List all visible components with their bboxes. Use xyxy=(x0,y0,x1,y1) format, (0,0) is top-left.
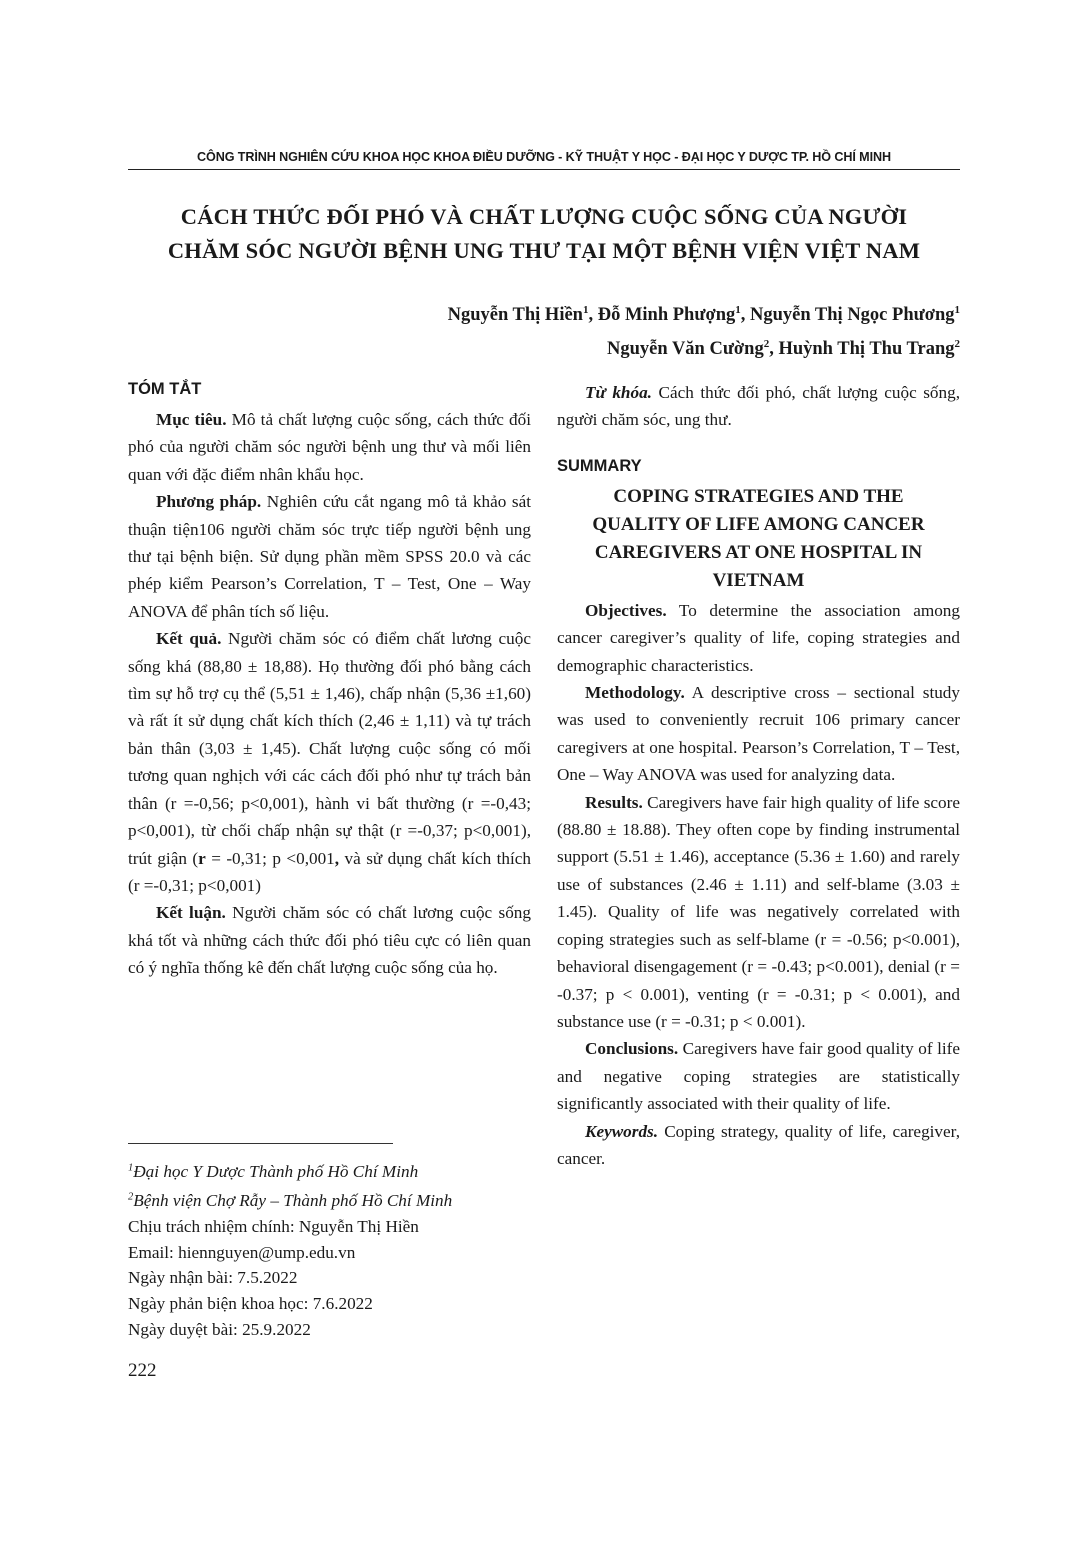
affiliation-mark: 2 xyxy=(763,338,770,351)
abstract-results xyxy=(128,625,531,899)
spacer xyxy=(557,434,960,451)
results-text: Người chăm sóc có điểm chất lương cuộc sống khá (88,80 ± 18,88). Họ thường đối phó bằng cách tìm sự hỗ trợ cụ thể (5,51 ± 1,46), chấp nhận (5,36 ±1,60) và rất ít sử dụng chất kích thích (2,46 ± 1,11) và tự trách bản thân (3,03 ± 1,45). Chất lượng cuộc sống có mối tương quan nghịch với các cách đối phó như tự trách bản thân (r =-0,56; p<0,001), hành vi bất thường (r =-0,43; p<0,001), từ chối chấp nhận sự thật (r =-0,37; p<0,001), trút giận ( xyxy=(128,629,531,868)
summary-objectives xyxy=(557,597,960,679)
conclusion-label: Kết luận. xyxy=(156,903,226,923)
date-accepted: Ngày duyệt bài: 25.9.2022 xyxy=(128,1319,311,1339)
affiliation-mark: 2 xyxy=(954,338,960,351)
results-bold-r: r xyxy=(198,848,206,868)
affiliation-mark: 1 xyxy=(735,304,741,316)
summary-conclusions xyxy=(557,1035,960,1117)
objective-label: Mục tiêu. xyxy=(156,410,227,429)
results-text: = -0,31; p <0,001 xyxy=(205,848,335,868)
affiliation-mark: 2 xyxy=(128,1191,134,1203)
author-line-2 xyxy=(448,330,960,364)
author-line-1 xyxy=(448,296,960,330)
author-name: , Nguyễn Thị Ngọc Phương xyxy=(740,305,955,326)
summary-title-line: VIETNAM xyxy=(712,569,805,591)
results-label: Results. xyxy=(585,792,643,812)
date-reviewed: Ngày phản biện khoa học: 7.6.2022 xyxy=(128,1293,373,1313)
affiliation-text: Đại học Y Dược Thành phố Hồ Chí Minh xyxy=(133,1161,419,1181)
affiliation-text: Bệnh viện Chợ Rẫy – Thành phố Hồ Chí Minh xyxy=(133,1191,453,1211)
results-text: Caregivers have fair high quality of life score (88.80 ± 18.88). They often cope by finding instrumental support (5.51 ± 1.46), acceptance (5.36 ± 1.60) and rarely use of substances (2.46 ± 1.11) and self-blame (3.03 ± 1.45). Quality of life was negatively correlated with coping strategies such as self-blame (r = -0.56; p<0.001), behavioral disengagement (r = -0.43; p<0.001), denial (r = -0.37; p < 0.001), venting (r = -0.31; p < 0.001), and substance use (r = -0.31; p < 0.001). xyxy=(557,792,960,1031)
date-received: Ngày nhận bài: 7.5.2022 xyxy=(128,1268,298,1288)
abstract-english-column xyxy=(557,379,960,1172)
keywords-text: Coping strategy, quality of life, caregiver, cancer. xyxy=(557,1121,960,1168)
summary-results xyxy=(557,789,960,1036)
email: Email: hiennguyen@ump.edu.vn xyxy=(128,1242,356,1262)
conclusion-text: Người chăm sóc có chất lương cuộc sống khá tốt và những cách thức đối phó tiêu cực có liên quan có ý nghĩa thống kê đến chất lượng cuộc sống của họ. xyxy=(128,903,531,978)
affiliation-mark: 1 xyxy=(582,304,589,316)
author-name: , Đỗ Minh Phượng xyxy=(588,305,736,326)
keywords-vi-label: Từ khóa. xyxy=(585,383,652,402)
article-title xyxy=(128,200,960,268)
conclusions-text: Caregivers have fair good quality of life and negative coping strategies are statistically significantly associated with their quality of life. xyxy=(557,1039,960,1114)
author-name: , Huỳnh Thị Thu Trang xyxy=(769,339,955,360)
summary-title xyxy=(557,483,960,595)
summary-keywords xyxy=(557,1118,960,1173)
header-rule xyxy=(128,169,960,170)
summary-heading: SUMMARY xyxy=(557,456,642,475)
abstract-heading: TÓM TẮT xyxy=(128,380,202,398)
summary-title-line: COPING STRATEGIES AND THE xyxy=(613,485,904,507)
footnotes xyxy=(128,1155,548,1342)
summary-methodology xyxy=(557,679,960,789)
abstract-conclusion xyxy=(128,899,531,981)
title-line-1: CÁCH THỨC ĐỐI PHÓ VÀ CHẤT LƯỢNG CUỘC SỐNG CỦA NGƯỜI xyxy=(180,204,908,229)
keywords-label: Keywords. xyxy=(585,1121,659,1141)
results-label: Kết quả. xyxy=(156,629,222,649)
author-name: Nguyễn Văn Cường xyxy=(607,339,764,360)
keywords-vietnamese xyxy=(557,379,960,434)
methodology-label: Methodology. xyxy=(585,683,685,703)
summary-title-line: CAREGIVERS AT ONE HOSPITAL IN xyxy=(594,541,923,563)
objectives-text: To determine the association among cancer caregiver’s quality of life, coping strategies and demographic characteristics. xyxy=(557,600,960,675)
corresponding-author: Chịu trách nhiệm chính: Nguyễn Thị Hiền xyxy=(128,1216,419,1236)
objectives-label: Objectives. xyxy=(585,600,667,620)
summary-title-line: QUALITY OF LIFE AMONG CANCER xyxy=(592,513,925,535)
method-label: Phương pháp. xyxy=(156,492,262,512)
results-text: và sử dụng chất kích thích (r =-0,31; p<0,001) xyxy=(128,848,531,895)
methodology-text: A descriptive cross – sectional study was used to conveniently recruit 106 primary cancer caregivers at one hospital. Pearson’s Correlation, T – Test, One – Way ANOVA was used for analyzing data. xyxy=(557,683,960,785)
affiliation-1 xyxy=(128,1155,548,1184)
affiliation-mark: 1 xyxy=(954,304,960,316)
title-line-2: CHĂM SÓC NGƯỜI BỆNH UNG THƯ TẠI MỘT BỆNH VIỆN VIỆT NAM xyxy=(167,238,921,263)
results-bold-comma: , xyxy=(334,848,340,868)
author-name: Nguyễn Thị Hiền xyxy=(447,305,583,326)
affiliation-2 xyxy=(128,1184,548,1213)
conclusions-label: Conclusions. xyxy=(585,1039,679,1059)
abstract-method xyxy=(128,488,531,625)
page-number: 222 xyxy=(128,1360,157,1381)
objective-text: Mô tả chất lượng cuộc sống, cách thức đối phó của người chăm sóc người bệnh ung thư và mối liên quan với đặc điểm nhân khẩu học. xyxy=(128,410,531,484)
author-list xyxy=(448,296,960,364)
abstract-vietnamese xyxy=(128,374,531,982)
footnote-rule xyxy=(128,1143,393,1144)
keywords-vi-text: Cách thức đối phó, chất lượng cuộc sống, người chăm sóc, ung thư. xyxy=(557,383,961,430)
abstract-objective xyxy=(128,406,531,488)
method-text: Nghiên cứu cắt ngang mô tả khảo sát thuận tiện106 người chăm sóc trực tiếp người bệnh ung thư tại bệnh biện. Sử dụng phần mềm SPSS 20.0 và các phép kiểm Pearson’s Correlation, T – Test, One – Way ANOVA để phân tích số liệu. xyxy=(128,492,531,621)
running-header: CÔNG TRÌNH NGHIÊN CỨU KHOA HỌC KHOA ĐIỀU DƯỠNG - KỸ THUẬT Y HỌC - ĐẠI HỌC Y DƯỢC TP. HỒ CHÍ MINH xyxy=(197,150,891,164)
affiliation-mark: 1 xyxy=(128,1162,134,1173)
